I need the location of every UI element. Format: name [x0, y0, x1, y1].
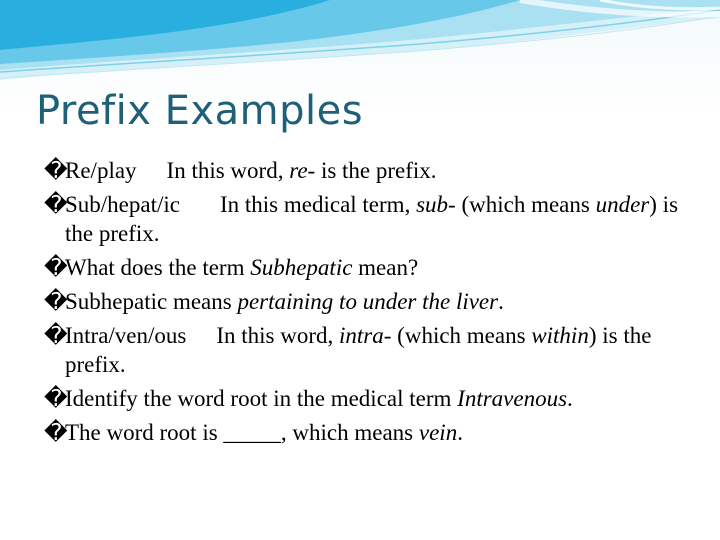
bullet-text: mean?: [352, 255, 419, 280]
bullet-marker: �: [44, 420, 68, 445]
bullet-item-word-root-blank: [44, 418, 684, 447]
bullet-text: ) is the prefix.: [65, 323, 652, 377]
bullet-marker: �: [44, 158, 68, 183]
bullet-item-identify-root: [44, 384, 684, 413]
medical-term: Subhepatic: [250, 255, 353, 280]
bullet-text: (which means: [455, 192, 596, 217]
bullet-text: In this word,: [166, 158, 290, 183]
bullet-marker: �: [44, 289, 68, 314]
bullet-item-subhepatic: [44, 190, 684, 248]
bullet-item-question-subhepatic: [44, 253, 684, 282]
bullet-text: .: [498, 289, 504, 314]
bullet-text: ) is the prefix.: [65, 192, 679, 246]
word-breakdown: Re/play: [65, 158, 137, 183]
bullet-text: Subhepatic means: [65, 289, 238, 314]
bullet-item-intravenous: [44, 321, 684, 379]
bullet-marker: �: [44, 255, 68, 280]
bullet-text: What does the term: [65, 255, 251, 280]
bullet-text: is the prefix.: [315, 158, 437, 183]
bullet-marker: �: [44, 192, 68, 217]
bullet-item-replay: [44, 156, 684, 185]
medical-term: Intravenous: [457, 386, 568, 411]
bullet-text: (which means: [391, 323, 532, 348]
prefix-term: intra-: [339, 323, 392, 348]
bullet-text: Identify the word root in the medical term: [65, 386, 458, 411]
bullet-text: In this word,: [216, 323, 340, 348]
meaning-term: vein: [418, 420, 458, 445]
bullet-marker: �: [44, 386, 68, 411]
definition-term: pertaining to under the liver: [237, 289, 499, 314]
meaning-term: within: [531, 323, 589, 348]
slide-title: Prefix Examples: [36, 88, 364, 134]
bullet-list: [44, 156, 684, 452]
bullet-text: .: [567, 386, 573, 411]
word-breakdown: Sub/hepat/ic: [65, 192, 180, 217]
prefix-term: re-: [289, 158, 316, 183]
bullet-text: In this medical term,: [219, 192, 417, 217]
bullet-item-answer-subhepatic: [44, 287, 684, 316]
prefix-term: sub-: [416, 192, 456, 217]
header-wave-decoration: [0, 0, 720, 90]
word-breakdown: Intra/ven/ous: [65, 323, 187, 348]
bullet-marker: �: [44, 323, 68, 348]
meaning-term: under: [595, 192, 650, 217]
bullet-text: The word root is _____, which means: [65, 420, 419, 445]
bullet-text: .: [457, 420, 463, 445]
